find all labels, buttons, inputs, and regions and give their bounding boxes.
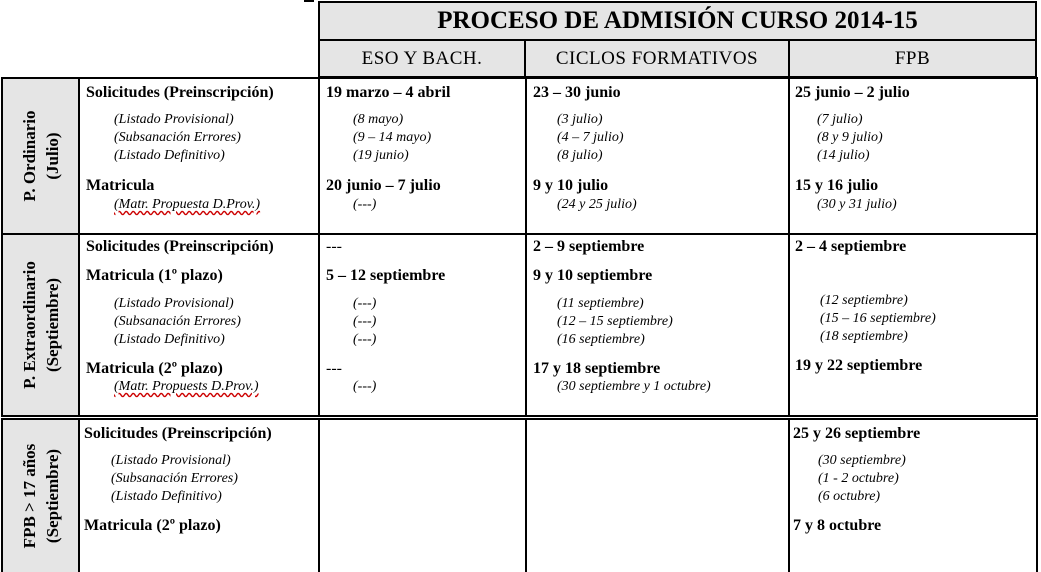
cell-fpb-matr-sub: (30 y 31 julio) <box>817 197 897 212</box>
cell-fpb-sub: (7 julio) <box>817 112 863 127</box>
cell-ciclos-solicitudes: 2 – 9 septiembre <box>533 238 645 255</box>
page-title: PROCESO DE ADMISIÓN CURSO 2014-15 <box>318 1 1037 41</box>
cell-eso-sub: (9 – 14 mayo) <box>353 130 432 145</box>
column-divider <box>788 420 790 572</box>
row-label-matricula: Matricula <box>86 177 155 194</box>
cell-ciclos-matr-sub: (24 y 25 julio) <box>557 197 637 212</box>
cell-eso-matricula: 20 junio – 7 julio <box>326 177 441 194</box>
column-divider <box>318 235 320 415</box>
cell-ciclos-matr-sub: (30 septiembre y 1 octubre) <box>557 379 711 394</box>
cell-ciclos-sub: (11 septiembre) <box>557 296 644 311</box>
cell-fpb-sub: (1 - 2 octubre) <box>818 471 899 486</box>
cell-fpb-sub: (18 septiembre) <box>820 329 908 344</box>
cell-fpb-matricula-2: 7 y 8 octubre <box>793 517 882 534</box>
section-extraordinario <box>1 233 1038 417</box>
cell-ciclos-sub: (16 septiembre) <box>557 332 645 347</box>
column-header-eso: ESO Y BACH. <box>318 41 526 78</box>
section-fpb-mayores <box>1 418 1038 572</box>
cell-fpb-sub: (15 – 16 septiembre) <box>820 311 936 326</box>
cell-ciclos-solicitudes: 23 – 30 junio <box>533 84 621 101</box>
cell-ciclos-matricula-2: 17 y 18 septiembre <box>533 360 661 377</box>
row-label-listado-definitivo: (Listado Definitivo) <box>111 489 222 504</box>
section-side-label <box>3 235 80 415</box>
column-divider <box>525 420 527 572</box>
row-label-listado-definitivo: (Listado Definitivo) <box>114 148 225 163</box>
row-label-listado-definitivo: (Listado Definitivo) <box>114 332 225 347</box>
column-divider <box>525 79 527 233</box>
cell-eso-sub: (---) <box>353 314 377 329</box>
cell-eso-solicitudes: 19 marzo – 4 abril <box>326 84 451 101</box>
cell-eso-solicitudes: --- <box>326 238 342 255</box>
cell-ciclos-sub: (8 julio) <box>557 148 603 163</box>
side-label-period: (Julio) <box>42 132 62 180</box>
cell-fpb-sub: (12 septiembre) <box>820 293 908 308</box>
cell-fpb-solicitudes: 2 – 4 septiembre <box>795 238 907 255</box>
section-ordinario <box>1 77 1038 235</box>
cell-ciclos-sub: (3 julio) <box>557 112 603 127</box>
row-label-matricula-2: Matricula (2º plazo) <box>86 360 223 377</box>
column-header-fpb: FPB <box>788 41 1037 78</box>
cell-eso-matr-sub: (---) <box>353 197 377 212</box>
column-divider <box>788 79 790 233</box>
cell-fpb-sub: (8 y 9 julio) <box>817 130 883 145</box>
row-label-listado-provisional: (Listado Provisional) <box>111 453 231 468</box>
column-divider <box>318 420 320 572</box>
cell-ciclos-matricula: 9 y 10 julio <box>533 177 609 194</box>
column-divider <box>788 235 790 415</box>
column-divider <box>525 235 527 415</box>
cell-fpb-solicitudes: 25 y 26 septiembre <box>793 425 921 442</box>
row-label-matricula-2: Matricula (2º plazo) <box>84 517 221 534</box>
row-label-matr-propuesta: (Matr. Propuesta D.Prov.) <box>114 197 261 212</box>
row-label-subsanacion: (Subsanación Errores) <box>114 130 241 145</box>
side-label-period: (Septiembre) <box>42 277 62 373</box>
row-label-listado-provisional: (Listado Provisional) <box>114 112 234 127</box>
cell-fpb-solicitudes: 25 junio – 2 julio <box>795 84 910 101</box>
cell-eso-matricula-2: --- <box>326 360 342 377</box>
row-label-matr-propuesta: (Matr. Propuests D.Prov.) <box>114 379 259 394</box>
cell-fpb-matricula: 15 y 16 julio <box>795 177 879 194</box>
section-side-label <box>3 79 80 233</box>
cell-fpb-sub: (30 septiembre) <box>818 453 906 468</box>
side-label-title: P. Ordinario <box>19 110 39 202</box>
cell-eso-sub: (8 mayo) <box>353 112 404 127</box>
cell-fpb-sub: (6 octubre) <box>818 489 881 504</box>
row-label-solicitudes: Solicitudes (Preinscripción) <box>86 238 274 255</box>
cell-fpb-sub: (14 julio) <box>817 148 870 163</box>
cell-ciclos-sub: (4 – 7 julio) <box>557 130 624 145</box>
row-label-subsanacion: (Subsanación Errores) <box>114 314 241 329</box>
row-label-matricula-1: Matricula (1º plazo) <box>86 267 223 284</box>
cell-ciclos-sub: (12 – 15 septiembre) <box>557 314 673 329</box>
row-label-subsanacion: (Subsanación Errores) <box>111 471 238 486</box>
side-label-title: FPB > 17 años <box>19 443 39 549</box>
row-label-solicitudes: Solicitudes (Preinscripción) <box>84 425 272 442</box>
cell-ciclos-matricula-1: 9 y 10 septiembre <box>533 267 653 284</box>
cell-eso-sub: (---) <box>353 296 377 311</box>
top-left-rule <box>304 0 314 2</box>
side-label-title: P. Extraordinario <box>19 261 39 389</box>
row-label-solicitudes: Solicitudes (Preinscripción) <box>86 84 274 101</box>
cell-eso-sub: (19 junio) <box>353 148 409 163</box>
row-label-listado-provisional: (Listado Provisional) <box>114 296 234 311</box>
section-side-label <box>3 420 80 572</box>
side-label-period: (Septiembre) <box>42 448 62 544</box>
column-divider <box>318 79 320 233</box>
cell-eso-sub: (---) <box>353 332 377 347</box>
cell-eso-matricula-1: 5 – 12 septiembre <box>326 267 446 284</box>
column-header-ciclos: CICLOS FORMATIVOS <box>524 41 790 78</box>
cell-fpb-matricula-2: 19 y 22 septiembre <box>795 357 923 374</box>
cell-eso-matr-sub: (---) <box>353 379 377 394</box>
